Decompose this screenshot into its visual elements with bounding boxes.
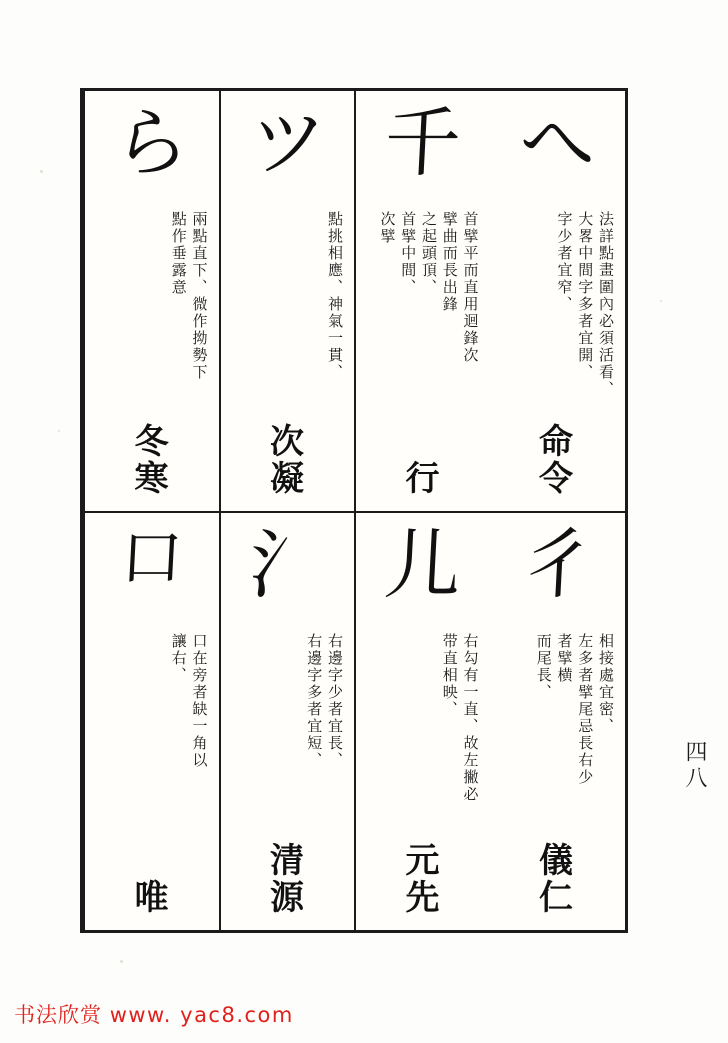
calligraphy-plate: [80, 88, 628, 933]
annotation-block: [169, 633, 209, 931]
stroke-glyph: ツ: [246, 98, 328, 187]
example-characters: 命令: [532, 422, 573, 497]
annotation-line: 首擘中間、: [399, 211, 418, 296]
annotation-block: [325, 211, 344, 511]
cell-er: [354, 511, 490, 931]
annotation-line: 兩點直下、微作拗勢下: [190, 211, 209, 381]
example-characters: 行: [399, 459, 439, 497]
cell-liang-dian: [83, 91, 219, 511]
watermark: [14, 999, 294, 1029]
example-characters: 儀仁: [532, 842, 573, 916]
example-characters: 次凝: [263, 422, 304, 497]
example-characters: 冬寒: [128, 422, 168, 497]
annotation-line: 右邊字少者宜長、: [326, 632, 344, 769]
annotation-block: [305, 633, 345, 931]
paper-speck: [120, 960, 123, 963]
stroke-glyph: 氵: [246, 519, 328, 609]
annotation-block: [169, 211, 209, 511]
stroke-glyph: 儿: [382, 519, 464, 609]
annotation-line: 讓右、: [169, 632, 188, 684]
annotation-line: 左多者擘尾忌長右少: [576, 632, 595, 786]
stroke-glyph: 彳: [516, 519, 598, 609]
annotation-line: 相接處宜密、: [597, 632, 615, 735]
annotation-block: [440, 633, 480, 931]
annotation-line: 大畧中間字多者宜開、: [576, 211, 595, 381]
example-characters: 唯: [128, 879, 168, 916]
stroke-glyph: へ: [516, 98, 598, 187]
annotation-line: 首擘平而直用迴鋒次: [461, 211, 480, 364]
annotation-line: 次擘: [378, 211, 397, 245]
annotation-line: 而尾長、: [534, 632, 553, 701]
stroke-glyph: 口: [118, 520, 185, 594]
paper-speck: [40, 170, 43, 173]
annotation-line: 带直相映、: [440, 632, 459, 718]
annotation-line: 右邊字多者宜短、: [305, 632, 324, 769]
cell-na: [490, 91, 626, 511]
annotation-line: 字少者宜窄、: [555, 211, 574, 313]
annotation-line: 口在旁者缺一角以: [190, 632, 209, 769]
cell-chuo: [354, 91, 490, 511]
annotation-line: 右勾有一直、故左撇必: [461, 632, 480, 803]
annotation-line: 點挑相應、神氣一貫、: [326, 211, 344, 381]
folio-number: 四八: [682, 740, 707, 792]
cell-san-dian-shui: [219, 511, 355, 931]
watermark-url: www. yac8.com: [109, 1003, 294, 1027]
annotation-line: 點作垂露意: [169, 211, 188, 296]
plate-grid: [83, 91, 625, 930]
paper-speck: [58, 430, 60, 432]
annotation-line: 之起頭頂、: [420, 211, 438, 296]
annotation-line: 擘曲而長出鋒: [440, 211, 459, 313]
paper-speck: [660, 300, 662, 302]
cell-dian-tiao: [219, 91, 355, 511]
example-characters: 清源: [263, 842, 304, 916]
annotation-line: 者擘横: [555, 632, 574, 684]
stroke-glyph: 千: [382, 98, 464, 187]
example-characters: 元先: [399, 842, 439, 916]
cell-ren-pang: [490, 511, 626, 931]
stroke-glyph: ら: [111, 98, 193, 187]
watermark-label: 书法欣赏: [14, 1003, 102, 1027]
annotation-line: 法詳點畫圍內必須活看、: [597, 211, 615, 398]
cell-kou: [83, 511, 219, 931]
